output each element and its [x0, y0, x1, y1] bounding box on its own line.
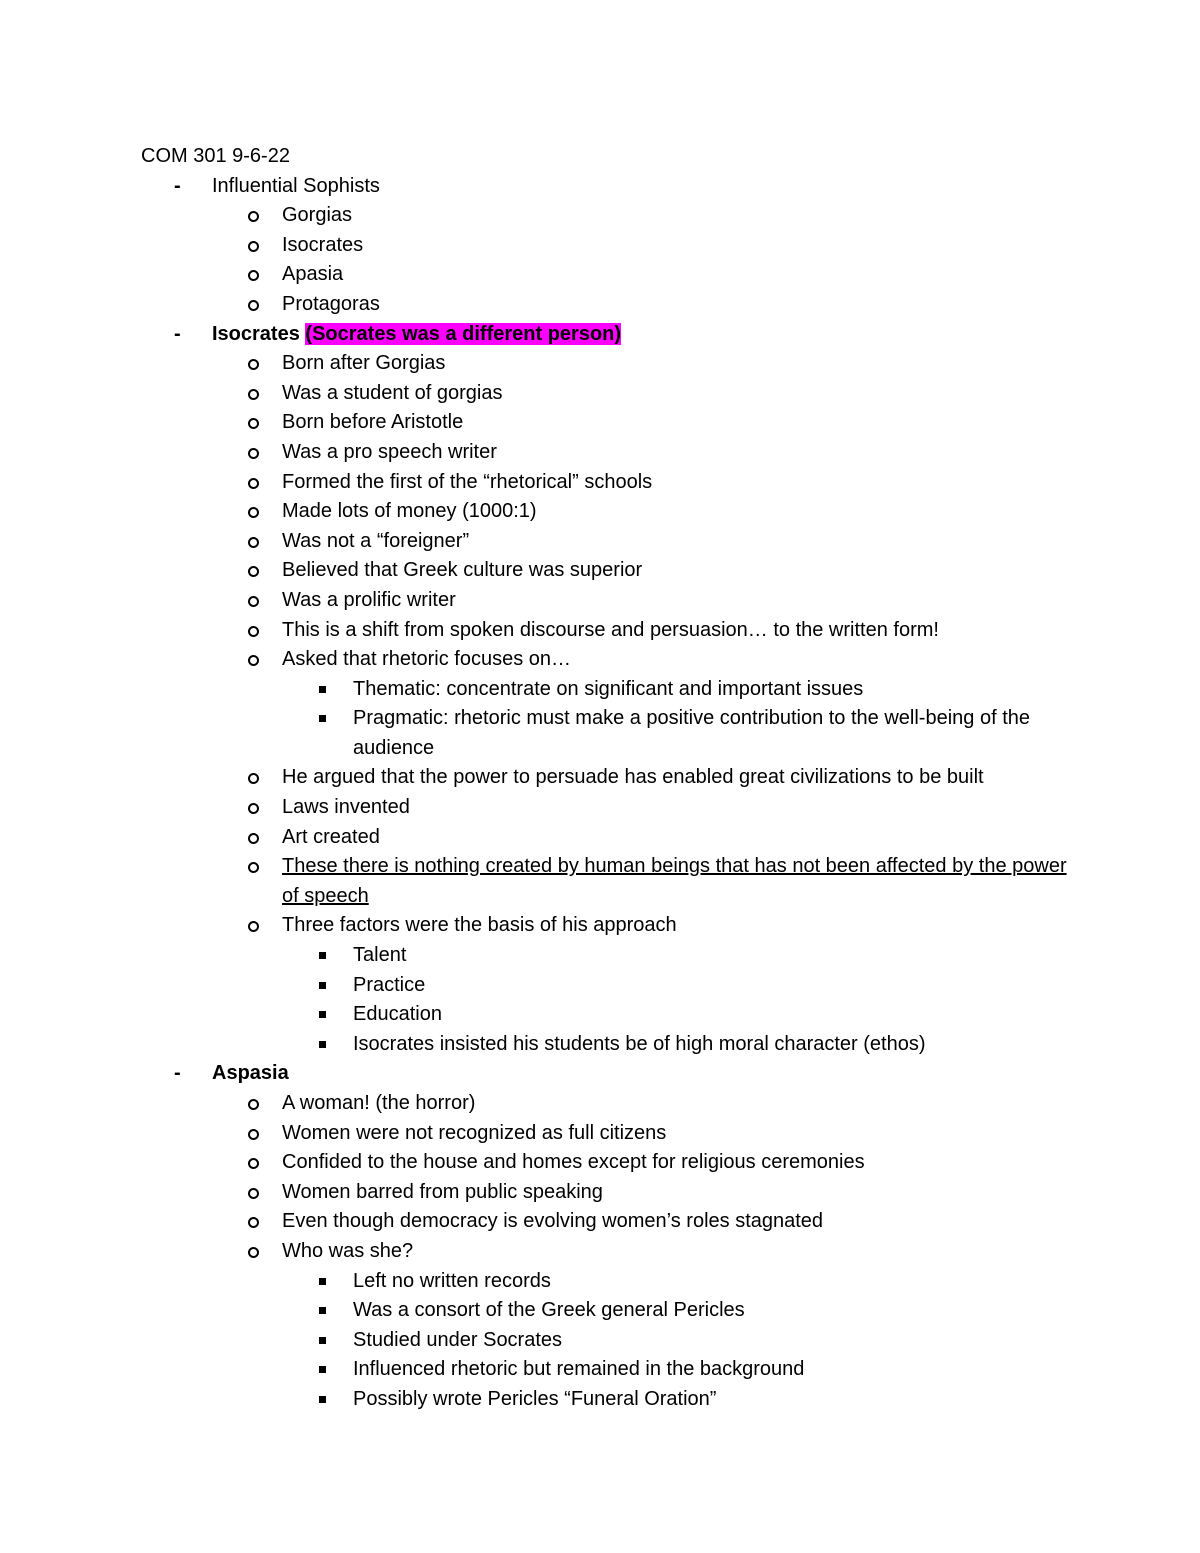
- circle-bullet-icon: [248, 507, 259, 518]
- item-text: Born before Aristotle: [282, 411, 464, 434]
- sub-list-item: [141, 1326, 1071, 1356]
- item-text: Protagoras: [282, 292, 380, 315]
- item-text: Laws invented: [282, 796, 410, 819]
- list-item: [141, 438, 1071, 468]
- circle-bullet-icon: [248, 862, 259, 873]
- list-item: [141, 852, 1071, 911]
- circle-bullet-icon: [248, 270, 259, 281]
- item-text: Was not a “foreigner”: [282, 529, 470, 552]
- circle-bullet-icon: [248, 773, 259, 784]
- item-text: Thematic: concentrate on significant and important issues: [353, 677, 864, 700]
- list-item: [141, 408, 1071, 438]
- sub-list-item: [141, 1355, 1071, 1385]
- section-heading-isocrates: [141, 320, 1071, 350]
- item-text: Possibly wrote Pericles “Funeral Oration”: [353, 1387, 717, 1410]
- list-item: [141, 763, 1071, 793]
- item-text: Practice: [353, 973, 426, 996]
- circle-bullet-icon: [248, 211, 259, 222]
- item-text: Art created: [282, 825, 380, 848]
- square-bullet-icon: [319, 1337, 326, 1344]
- document-title: COM 301 9-6-22: [141, 145, 290, 167]
- item-text: Made lots of money (1000:1): [282, 500, 537, 523]
- square-bullet-icon: [319, 982, 326, 989]
- item-text: Isocrates insisted his students be of high moral character (ethos): [353, 1032, 926, 1055]
- sub-list-item: [141, 1296, 1071, 1326]
- circle-bullet-icon: [248, 1217, 259, 1228]
- sub-list-item: [141, 1000, 1071, 1030]
- circle-bullet-icon: [248, 537, 259, 548]
- square-bullet-icon: [319, 1278, 326, 1285]
- circle-bullet-icon: [248, 803, 259, 814]
- list-item: [141, 527, 1071, 557]
- item-text: He argued that the power to persuade has enabled great civilizations to be built: [282, 766, 984, 789]
- circle-bullet-icon: [248, 626, 259, 637]
- item-text: Asked that rhetoric focuses on…: [282, 648, 572, 671]
- square-bullet-icon: [319, 1396, 326, 1403]
- circle-bullet-icon: [248, 921, 259, 932]
- list-item: [141, 616, 1071, 646]
- list-item: [141, 290, 1071, 320]
- list-item: [141, 468, 1071, 498]
- dash-bullet: -: [174, 174, 181, 197]
- circle-bullet-icon: [248, 833, 259, 844]
- circle-bullet-icon: [248, 1188, 259, 1199]
- sub-list-item: [141, 971, 1071, 1001]
- item-text: Who was she?: [282, 1239, 414, 1262]
- square-bullet-icon: [319, 686, 326, 693]
- circle-bullet-icon: [248, 448, 259, 459]
- list-item: [141, 349, 1071, 379]
- dash-bullet: -: [174, 322, 181, 345]
- section-heading-aspasia: [141, 1059, 1071, 1089]
- list-item: [141, 231, 1071, 261]
- item-text: Three factors were the basis of his approach: [282, 914, 677, 937]
- list-item: [141, 201, 1071, 231]
- circle-bullet-icon: [248, 389, 259, 400]
- circle-bullet-icon: [248, 359, 259, 370]
- item-text: Formed the first of the “rhetorical” schools: [282, 470, 653, 493]
- circle-bullet-icon: [248, 300, 259, 311]
- list-item: [141, 379, 1071, 409]
- circle-bullet-icon: [248, 1158, 259, 1169]
- item-text: Confided to the house and homes except for religious ceremonies: [282, 1151, 865, 1174]
- list-item: [141, 1178, 1071, 1208]
- item-text: Was a prolific writer: [282, 588, 456, 611]
- circle-bullet-icon: [248, 241, 259, 252]
- item-text: Pragmatic: rhetoric must make a positive contribution to the well-being of the audience: [353, 707, 1030, 759]
- circle-bullet-icon: [248, 1247, 259, 1258]
- list-item: [141, 823, 1071, 853]
- item-text: This is a shift from spoken discourse and persuasion… to the written form!: [282, 618, 939, 641]
- circle-bullet-icon: [248, 418, 259, 429]
- circle-bullet-icon: [248, 1099, 259, 1110]
- circle-bullet-icon: [248, 478, 259, 489]
- heading-text: Isocrates: [212, 322, 300, 345]
- item-text: Apasia: [282, 263, 344, 286]
- item-text: Was a student of gorgias: [282, 381, 503, 404]
- item-text: Left no written records: [353, 1269, 551, 1292]
- heading-text: Influential Sophists: [212, 174, 380, 197]
- highlighted-note: (Socrates was a different person): [305, 322, 622, 345]
- circle-bullet-icon: [248, 655, 259, 666]
- item-text: Women were not recognized as full citizens: [282, 1121, 667, 1144]
- item-text: Born after Gorgias: [282, 352, 446, 375]
- item-text: Education: [353, 1003, 442, 1026]
- list-item: [141, 556, 1071, 586]
- item-text: Was a consort of the Greek general Pericles: [353, 1299, 745, 1322]
- sub-list-item: [141, 941, 1071, 971]
- item-text: Studied under Socrates: [353, 1328, 563, 1351]
- item-text: Gorgias: [282, 204, 353, 227]
- list-item: [141, 586, 1071, 616]
- list-item: [141, 260, 1071, 290]
- square-bullet-icon: [319, 1041, 326, 1048]
- item-text: Women barred from public speaking: [282, 1180, 603, 1203]
- sub-list-item: [141, 1030, 1071, 1060]
- underlined-item-text: These there is nothing created by human beings that has not been affected by the power of speech: [282, 855, 1067, 907]
- item-text: Influenced rhetoric but remained in the background: [353, 1358, 805, 1381]
- item-text: Isocrates: [282, 233, 364, 256]
- square-bullet-icon: [319, 1366, 326, 1373]
- list-item: [141, 793, 1071, 823]
- square-bullet-icon: [319, 1011, 326, 1018]
- item-text: Talent: [353, 944, 407, 967]
- sub-list-item: [141, 704, 1071, 763]
- sub-list-item: [141, 1267, 1071, 1297]
- square-bullet-icon: [319, 715, 326, 722]
- section-heading-influential-sophists: [141, 172, 1071, 202]
- notes-document: [141, 142, 1071, 1415]
- heading-text: Aspasia: [212, 1062, 289, 1085]
- list-item: [141, 1089, 1071, 1119]
- list-item: [141, 1148, 1071, 1178]
- sub-list-item: [141, 675, 1071, 705]
- item-text: Even though democracy is evolving women’s roles stagnated: [282, 1210, 824, 1233]
- list-item: [141, 1119, 1071, 1149]
- dash-bullet: -: [174, 1062, 181, 1085]
- circle-bullet-icon: [248, 1129, 259, 1140]
- item-text: Was a pro speech writer: [282, 440, 497, 463]
- circle-bullet-icon: [248, 566, 259, 577]
- item-text: Believed that Greek culture was superior: [282, 559, 643, 582]
- square-bullet-icon: [319, 1307, 326, 1314]
- list-item: [141, 645, 1071, 675]
- list-item: [141, 1207, 1071, 1237]
- list-item: [141, 911, 1071, 941]
- circle-bullet-icon: [248, 596, 259, 607]
- item-text: A woman! (the horror): [282, 1092, 476, 1114]
- list-item: [141, 1237, 1071, 1267]
- square-bullet-icon: [319, 952, 326, 959]
- sub-list-item: [141, 1385, 1071, 1415]
- list-item: [141, 497, 1071, 527]
